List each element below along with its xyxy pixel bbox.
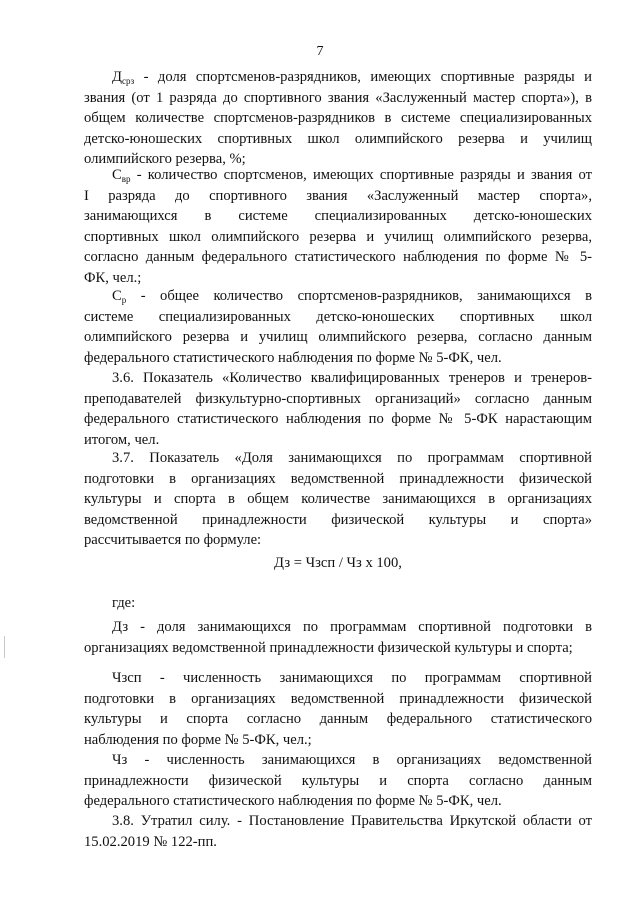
text-line: 15.02.2019 № 122-пп. xyxy=(84,833,217,850)
text-line: Чз - численность занимающихся в организациях ведомственной xyxy=(112,752,592,768)
text-line: общем количестве спортсменов-разрядников в системе специализированных xyxy=(84,110,592,127)
text-line: Чзсп - численность занимающихся по программам спортивной xyxy=(112,670,592,686)
text-line: ФК, чел.; xyxy=(84,269,142,286)
paragraph-3-6 xyxy=(84,368,592,450)
paragraph-chz-definition xyxy=(84,750,592,812)
text-line: I разряда до спортивного звания «Заслуженный мастер спорта», xyxy=(84,187,592,204)
text-line: звания (от 1 разряда до спортивного звания «Заслуженный мастер спорта»), в xyxy=(84,89,592,106)
text-line: 3.7. Показатель «Доля занимающихся по программам спортивной xyxy=(112,450,592,466)
paragraph-dsrz-definition xyxy=(84,67,592,170)
text-line: рассчитывается по формуле: xyxy=(84,532,262,549)
symbol-subscript: р xyxy=(121,295,127,305)
text-line: федерального статистического наблюдения по форме № 5-ФК нарастающим xyxy=(84,411,592,428)
text-line: Дз - доля занимающихся по программам спортивной подготовки в xyxy=(112,619,592,635)
text-line: 3.6. Показатель «Количество квалифицированных тренеров и тренеров- xyxy=(112,370,592,386)
text-line: ведомственной принадлежности физической культуры и спорта» xyxy=(84,511,592,528)
page-number: 7 xyxy=(316,44,324,59)
paragraph-sr-definition xyxy=(84,286,592,368)
paragraph-svr-definition xyxy=(84,165,592,289)
paragraph-dz-definition xyxy=(84,617,592,658)
text-line: спортивных школ олимпийского резерва и училищ олимпийского резерва, xyxy=(84,228,592,245)
symbol-subscript: вр xyxy=(121,174,131,184)
symbol-letter: С xyxy=(112,167,122,183)
paragraph-3-7 xyxy=(84,448,592,551)
where-label xyxy=(84,593,592,614)
text-line: олимпийского резерва, %; xyxy=(84,151,246,168)
line-text: - доля спортсменов-разрядников, имеющих спортивные разряды и xyxy=(134,69,592,85)
text-line: детско-юношеских спортивных школ олимпийского резерва и училищ xyxy=(84,130,592,147)
where-text: где: xyxy=(112,595,136,611)
text-line: согласно данным федерального статистического наблюдения по форме № 5- xyxy=(84,249,592,266)
text-line: системе специализированных детско-юношеских спортивных школ xyxy=(84,308,592,325)
text-line xyxy=(84,165,592,186)
text-line: подготовки в организациях ведомственной принадлежности физической xyxy=(84,470,592,487)
formula: Дз = Чзсп / Чз х 100, xyxy=(274,555,402,571)
line-text: - количество спортсменов, имеющих спортивные разряды и звания от xyxy=(130,167,592,183)
scan-margin-mark xyxy=(4,636,5,658)
text-line: подготовки в организациях ведомственной принадлежности физической xyxy=(84,690,592,707)
symbol-letter: Д xyxy=(112,69,122,85)
text-line: организациях ведомственной принадлежности физической культуры и спорта; xyxy=(84,639,573,656)
text-line: культуры и спорта в общем количестве занимающихся в организациях xyxy=(84,491,592,508)
text-line xyxy=(84,286,592,307)
text-line xyxy=(84,67,592,88)
text-line: итогом, чел. xyxy=(84,431,160,448)
text-line: принадлежности физической культуры и спорта согласно данным xyxy=(84,772,592,789)
text-line: культуры и спорта согласно данным федерального статистического xyxy=(84,711,592,728)
text-line: федерального статистического наблюдения по форме № 5-ФК, чел. xyxy=(84,349,502,366)
symbol-letter: С xyxy=(112,288,122,304)
symbol-subscript: срз xyxy=(121,76,135,86)
text-line: олимпийского резерва и училищ олимпийского резерва, согласно данным xyxy=(84,329,592,346)
text-line: федерального статистического наблюдения по форме № 5-ФК, чел. xyxy=(84,793,502,810)
text-line: преподавателей физкультурно-спортивных организаций» согласно данным xyxy=(84,390,592,407)
line-text: - общее количество спортсменов-разрядников, занимающихся в xyxy=(126,288,592,304)
paragraph-chzsp-definition xyxy=(84,668,592,750)
text-line: наблюдения по форме № 5-ФК, чел.; xyxy=(84,731,312,748)
paragraph-3-8 xyxy=(84,811,592,852)
text-line: 3.8. Утратил силу. - Постановление Правительства Иркутской области от xyxy=(112,813,592,829)
text-line: занимающихся в системе специализированных детско-юношеских xyxy=(84,208,592,225)
